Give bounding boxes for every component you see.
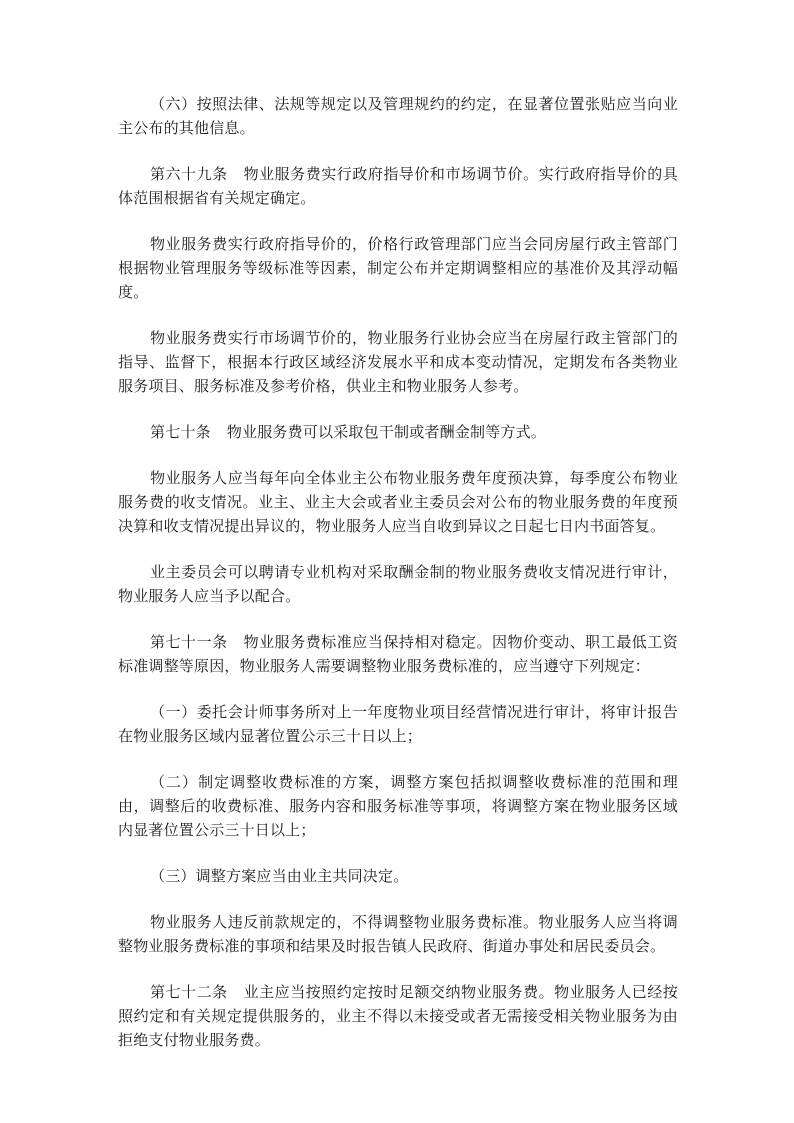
article-paragraph xyxy=(118,980,678,1052)
paragraph: （六）按照法律、法规等规定以及管理规约的约定，在显著位置张贴应当向业主公布的其他信息。 xyxy=(118,95,678,137)
article-number: 第六十九条 xyxy=(150,165,228,183)
paragraph-text: 物业服务费标准应当保持相对稳定。因物价变动、职工最低工资标准调整等原因，物业服务人需要调整物业服务费标准的，应当遵守下列规定： xyxy=(118,633,678,675)
document-page xyxy=(118,92,678,1074)
paragraph: 物业服务费实行市场调节价的，物业服务行业协会应当在房屋行政主管部门的指导、监督下，根据本行政区域经济发展水平和成本变动情况，定期发布各类物业服务项目、服务标准及参考价格，供业主和物业服务人参考。 xyxy=(118,329,678,395)
paragraph: 物业服务费实行政府指导价的，价格行政管理部门应当会同房屋行政主管部门根据物业管理服务等级标准等因素，制定公布并定期调整相应的基准价及其浮动幅度。 xyxy=(118,235,678,301)
paragraph-text: 业主应当按照约定按时足额交纳物业服务费。物业服务人已经按照约定和有关规定提供服务的，业主不得以未接受或者无需接受相关物业服务为由拒绝支付物业服务费。 xyxy=(118,983,678,1049)
paragraph: （二）制定调整收费标准的方案，调整方案包括拟调整收费标准的范围和理由，调整后的收费标准、服务内容和服务标准等事项，将调整方案在物业服务区域内显著位置公示三十日以上； xyxy=(118,773,678,839)
paragraph-text: 物业服务费可以采取包干制或者酬金制等方式。 xyxy=(226,423,547,441)
article-number: 第七十条 xyxy=(150,423,211,441)
article-paragraph xyxy=(118,420,678,444)
paragraph-text: 物业服务费实行政府指导价和市场调节价。实行政府指导价的具体范围根据省有关规定确定。 xyxy=(118,165,678,207)
article-paragraph xyxy=(118,162,678,210)
paragraph: （一）委托会计师事务所对上一年度物业项目经营情况进行审计，将审计报告在物业服务区域内显著位置公示三十日以上； xyxy=(118,703,678,745)
paragraph: （三）调整方案应当由业主共同决定。 xyxy=(150,867,409,885)
article-number: 第七十一条 xyxy=(150,633,228,651)
paragraph: 物业服务人违反前款规定的，不得调整物业服务费标准。物业服务人应当将调整物业服务费标准的事项和结果及时报告镇人民政府、街道办事处和居民委员会。 xyxy=(118,913,678,955)
article-paragraph xyxy=(118,630,678,678)
paragraph: 物业服务人应当每年向全体业主公布物业服务费年度预决算，每季度公布物业服务费的收支情况。业主、业主大会或者业主委员会对公布的物业服务费的年度预决算和收支情况提出异议的，物业服务人应当自收到异议之日起七日内书面答复。 xyxy=(118,469,678,535)
paragraph: 业主委员会可以聘请专业机构对采取酬金制的物业服务费收支情况进行审计，物业服务人应当予以配合。 xyxy=(118,563,678,605)
article-number: 第七十二条 xyxy=(150,983,228,1001)
